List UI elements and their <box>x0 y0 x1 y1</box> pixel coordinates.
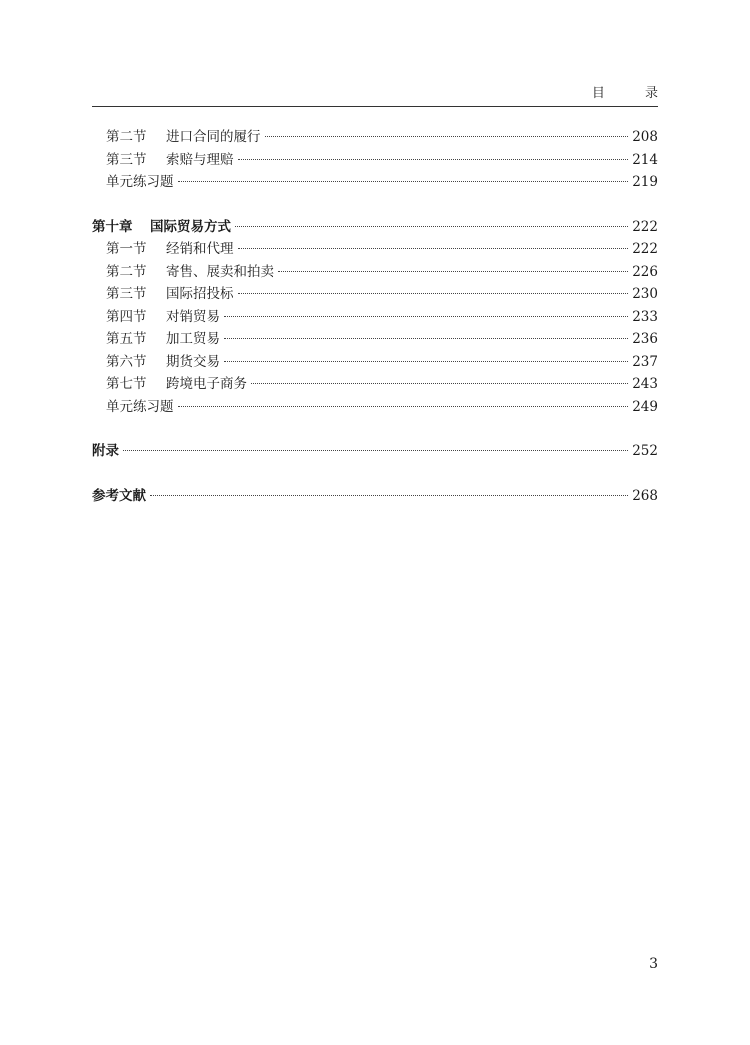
toc-entry-title: 单元练习题 <box>106 174 174 190</box>
toc-entry-number: 第四节 <box>106 308 147 325</box>
toc-entry-title: 单元练习题 <box>106 398 174 415</box>
toc-entry-page: 222 <box>632 241 658 257</box>
toc-dot-leader <box>238 159 629 160</box>
toc-entry-label <box>106 149 234 172</box>
toc-entry-title: 跨境电子商务 <box>166 376 247 392</box>
toc-dot-leader <box>251 383 628 384</box>
toc-entry-label <box>92 440 119 463</box>
toc-entry-label <box>106 396 174 419</box>
toc-dot-leader <box>238 293 629 294</box>
toc-entry[interactable] <box>92 351 658 374</box>
toc-entry[interactable] <box>92 171 658 194</box>
toc-chapter-number: 第十章 <box>92 218 133 235</box>
toc-entry-number: 第三节 <box>106 151 147 168</box>
toc-entry-label <box>106 238 234 261</box>
toc-entry-label <box>106 171 174 194</box>
toc-entry-label <box>106 328 220 351</box>
toc-dot-leader <box>123 450 628 451</box>
toc-entry-label <box>106 373 247 396</box>
toc-entry-number: 第一节 <box>106 241 147 257</box>
toc-entry[interactable] <box>92 149 658 172</box>
toc-entry-page: 236 <box>632 331 658 347</box>
toc-entry[interactable] <box>92 373 658 396</box>
toc-entry-page: 230 <box>632 286 658 302</box>
toc-dot-leader <box>178 406 629 407</box>
toc-dot-leader <box>235 226 628 227</box>
toc-entry-number: 第六节 <box>106 353 147 370</box>
toc-references-entry[interactable] <box>92 485 658 508</box>
toc-entry-page: 222 <box>632 218 658 235</box>
toc-entry-page: 268 <box>632 487 658 504</box>
toc-entry[interactable] <box>92 261 658 284</box>
toc-dot-leader <box>265 136 629 137</box>
toc-entry-title: 索赔与理赔 <box>166 151 234 168</box>
toc-entry-title: 经销和代理 <box>166 241 234 257</box>
toc-entry[interactable] <box>92 328 658 351</box>
toc-entry-page: 219 <box>632 174 658 190</box>
toc-dot-leader <box>224 361 628 362</box>
running-head-title: 目 录 <box>591 86 676 101</box>
toc-entry-number: 第二节 <box>106 263 147 280</box>
toc-entry-label <box>92 485 146 508</box>
toc-entry[interactable] <box>92 396 658 419</box>
toc-chapter-title: 参考文献 <box>92 487 146 504</box>
toc-dot-leader <box>278 271 628 272</box>
toc-entry-title: 对销贸易 <box>166 308 220 325</box>
toc-entry-number: 第三节 <box>106 286 147 302</box>
toc-entry-title: 加工贸易 <box>166 331 220 347</box>
toc-entry-page: 249 <box>632 398 658 415</box>
toc-chapter-title: 附录 <box>92 443 119 459</box>
toc-entry-title: 国际招投标 <box>166 286 234 302</box>
toc-entry-title: 寄售、展卖和拍卖 <box>166 263 274 280</box>
toc-entry-page: 208 <box>632 129 658 145</box>
table-of-contents <box>92 126 658 507</box>
toc-entry-page: 226 <box>632 263 658 280</box>
toc-entry[interactable] <box>92 283 658 306</box>
toc-entry-title: 期货交易 <box>166 353 220 370</box>
toc-entry-number: 第二节 <box>106 129 147 145</box>
toc-dot-leader <box>178 181 629 182</box>
toc-entry-page: 233 <box>632 308 658 325</box>
toc-entry-label <box>106 306 220 329</box>
toc-entry-page: 214 <box>632 151 658 168</box>
toc-entry-label <box>106 261 274 284</box>
toc-chapter-title: 国际贸易方式 <box>150 218 231 235</box>
toc-entry-label <box>106 351 220 374</box>
toc-entry-page: 237 <box>632 353 658 370</box>
toc-entry[interactable] <box>92 126 658 149</box>
toc-entry[interactable] <box>92 238 658 261</box>
toc-dot-leader <box>224 316 628 317</box>
toc-entry[interactable] <box>92 306 658 329</box>
toc-dot-leader <box>150 495 628 496</box>
toc-entry-label <box>106 126 261 149</box>
toc-appendix-entry[interactable] <box>92 440 658 463</box>
toc-dot-leader <box>224 338 628 339</box>
toc-entry-page: 252 <box>632 443 658 459</box>
toc-entry-number: 第七节 <box>106 376 147 392</box>
toc-entry-title: 进口合同的履行 <box>166 129 261 145</box>
page-number: 3 <box>649 956 658 972</box>
toc-chapter-entry[interactable] <box>92 216 658 239</box>
toc-dot-leader <box>238 248 629 249</box>
toc-entry-label <box>106 283 234 306</box>
toc-entry-page: 243 <box>632 376 658 392</box>
header-rule <box>92 106 658 107</box>
toc-entry-number: 第五节 <box>106 331 147 347</box>
toc-entry-label <box>92 216 231 239</box>
